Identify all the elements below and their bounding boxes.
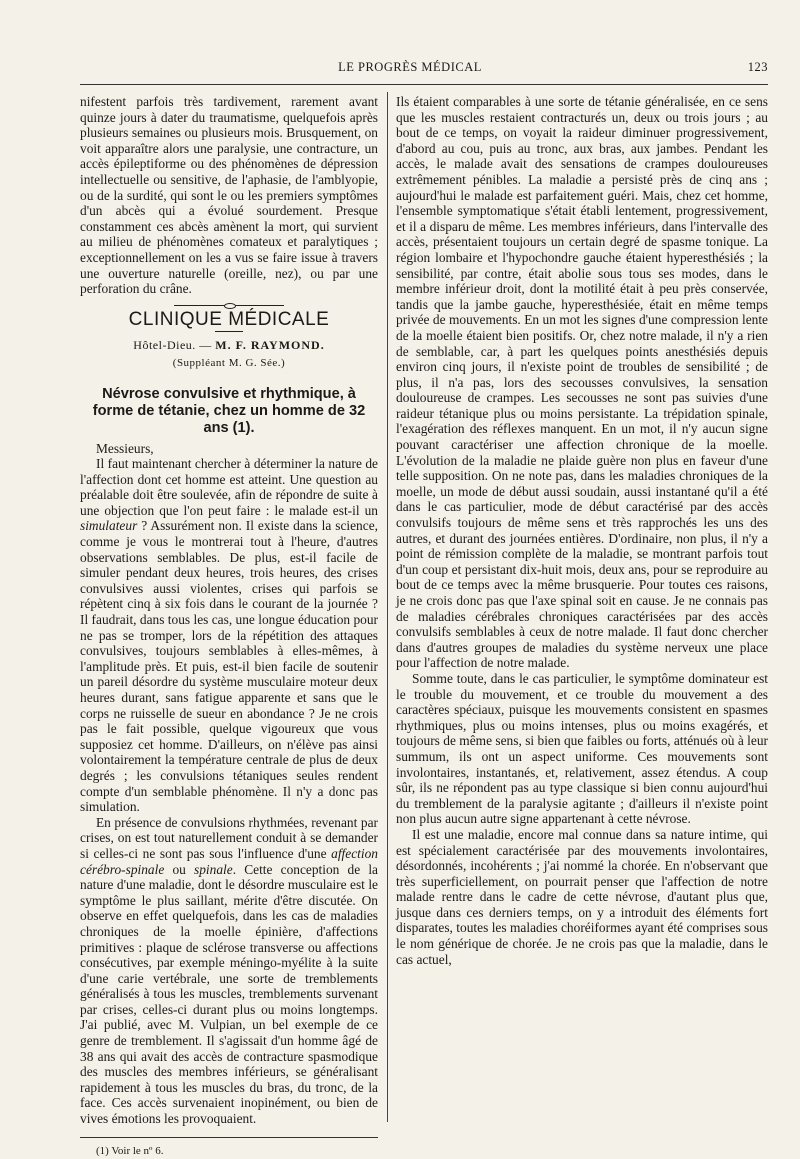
body-paragraph bbox=[80, 456, 378, 815]
page-number: 123 bbox=[747, 60, 768, 74]
article-title: Névrose convulsive et rhythmique, à forme de tétanie, chez un homme de 32 ans (1). bbox=[92, 385, 366, 436]
header-rule bbox=[80, 84, 768, 85]
footnote-rule bbox=[80, 1137, 378, 1138]
column-divider bbox=[387, 92, 388, 1122]
body-paragraph: Ils étaient comparables à une sorte de tétanie généralisée, en ce sens que les muscles restaient contracturés un, deux ou trois jours ; au bout de ce temps, on voyait la raideur diminuer progressivement, d'abord au cou, puis au tronc, aux bras, aux jambes. Pendant les accès, le malade avait des sensations de crampes douloureuses extrêmement pénibles. La maladie a persisté près de cinq ans ; aujourd'hui le malade est parfaitement guéri. Mais, chez cet homme, l'ensemble symptomatique s'était établi lentement, progressivement, et il a disparu de même. Les membres inférieurs, dans l'intervalle des accès, présentaient toujours un certain degré de spasme tonique. La région lombaire et l'hypochondre gauche étaient hyperesthésiés ; la sensibilité, par contre, était abolie sous tous ses modes, dans le membre inférieur droit, dont la motilité était à peu près conservée, tandis que la jambe gauche, hyperesthésiée, était en même temps privée de mouvements. En un mot les signes d'une compression lente de la moelle étaient bien positifs. Or, chez notre malade, il n'y a rien de semblable, car, à part les quelques points anesthésiés depuis environ cinq jours, il n'existe point de troubles de sensibilité ; de plus, il n'a pas, lors des secousses convulsives, la sensation douloureuse de crampes. Les secousses ne sont pas suivies d'une raideur tétanique plus ou moins persistante. La trépidation spinale, l'exagération des réflexes manquent. En un mot, il n'y aucun signe pouvant caractériser une affection chronique de la moelle. L'évolution de la maladie ne plaide guère non plus en faveur d'une telle supposition. On ne note pas, dans les maladies chroniques de la moelle, un mode de début aussi soudain, aussi instantané qu'il a été dans le cas particulier, mode de début caractérisé par des accès convulsifs toujours de même sens et très rapprochés les uns des autres, et durant des journées entières. D'ordinaire, non plus, il n'y a point de rémission complète de la maladie, se montrant parfois tout d'un coup et persistant dix-huit mois, deux ans, pour se reproduire au bout de ce temps avec la même brusquerie. Pour toutes ces raisons, je ne crois donc pas que l'axe spinal soit en cause. Je ne connais pas de maladies cérébrales chroniques caractérisées par des accès convulsifs semblables à ceux de notre malade. Il faut donc chercher dans d'autres groupes de maladies du système nerveux une place pour l'affection de notre malade. bbox=[396, 94, 768, 671]
body-paragraph: Il est une maladie, encore mal connue dans sa nature intime, qui est spécialement caractérisée par des mouvements involontaires, désordonnés, incohérents ; j'ai nommé la chorée. En n'observant que très superficiellement, on pourrait penser que l'affection de notre malade rentre dans le cadre de cette névrose, d'autant plus que, jusque dans ces derniers temps, on y a introduit des éléments fort disparates, toutes les maladies choréiformes ayant été comprises sous le nom générique de chorée. Je ne crois pas que la maladie, dans le cas actuel, bbox=[396, 826, 768, 967]
salutation: Messieurs, bbox=[96, 440, 154, 456]
section-ornament-rule bbox=[174, 305, 284, 306]
lecturer-name: M. F. RAYMOND. bbox=[215, 338, 325, 353]
section-title: CLINIQUE MÉDICALE bbox=[128, 308, 330, 330]
text-run: Il faut maintenant chercher à déterminer la nature de l'affection dont cet homme est atteint. Une question au préalable doit être soulevée, afin de répondre de suite à une objection que l'on peut faire : le malade est-il un bbox=[80, 456, 378, 518]
text-run: En présence de convulsions rhythmées, revenant par crises, on est tout naturellement conduit à se demander si celles-ci ne sont pas sous l'influence d'une bbox=[80, 814, 378, 861]
right-column bbox=[396, 94, 768, 967]
journal-title: LE PROGRÈS MÉDICAL bbox=[338, 60, 482, 74]
text-run: ? Assurément non. Il existe dans la science, comme je vous le montrerai tout à l'heure, d'autres observations semblables. De plus, est-il facile de simuler pendant deux heures, trois heures, des crises convulsives aussi violentes, crises qui parfois se répètent cinq à six fois dans le courant de la journée ? Il faudrait, dans tous les cas, une longue éducation pour ne pas se tromper, lors de la répétition des attaques convulsives, toujours semblables à elles-mêmes, à l'amplitude près. Et puis, est-il bien facile de soutenir un pareil désordre du système musculaire moteur deux heures durant, sans fatigue apparente et sans que le corps ne ruisselle de sueur en abondance ? Je ne crois pas le fait possible, quelque vigoureux que vous supposiez cet homme. D'ailleurs, on n'élève pas ainsi volontairement la température centrale de plus de deux degrés ; les convulsions tétaniques seules rendent compte d'un semblable phénomène. Il n'y a donc pas simulation. bbox=[80, 518, 378, 815]
body-paragraph bbox=[80, 815, 378, 1127]
hospital-prefix: Hôtel-Dieu. — bbox=[133, 338, 216, 353]
title-short-rule bbox=[215, 331, 243, 332]
deputy-line: (Suppléant M. G. Sée.) bbox=[172, 356, 286, 369]
continuation-paragraph: nifestent parfois très tardivement, rarement avant quinze jours à dater du traumatisme, quelquefois après plusieurs semaines ou plusieurs mois. Brusquement, on voit apparaître alors une paralysie, une contracture, un accès épileptiforme ou des phénomènes de dépression intellectuelle ou sensitive, de l'aphasie, de l'amblyopie, ou de la surdité, qui sont le ou les premiers symptômes d'un abcès qui a évolué sourdement. Presque constamment ces abcès amènent la mort, qui survient au milieu de phénomènes comateux et paralytiques ; exceptionnellement on les a vus se faire issue à travers une ouverture naturelle (oreille, nez), ou par une perforation du crâne. bbox=[80, 94, 378, 297]
text-run: ou bbox=[164, 861, 195, 877]
footnote: (1) Voir le nº 6. bbox=[96, 1144, 164, 1157]
italic-term: affection cérébro-spinale bbox=[80, 845, 378, 877]
text-run: . Cette conception de la nature d'une maladie, dont le désordre musculaire est le symptôme le plus saillant, mérite d'être discutée. On observe en effet quelquefois, dans les cas de maladies chroniques de la moelle épinière, d'affections primitives : plaque de sclérose transverse ou affections consécutives, par exemple méningo-myélite à la suite d'une carie vertébrale, une sorte de tremblements généralisés à tous les muscles, tremblements survenant par crises, celles-ci durant plus ou moins longtemps. J'ai publié, avec M. Vulpian, un bel exemple de ce genre de tremblement. Il s'agissait d'un homme âgé de 38 ans qui avait des accès de contracture spasmodique des muscles des membres inférieurs, se généralisant rapidement à tous les muscles du bras, du tronc, de la face. Ces accès survenaient inopinément, ou bien de vives émotions les provoquaient. bbox=[80, 861, 378, 1127]
italic-term: spinale bbox=[194, 861, 233, 877]
left-column bbox=[80, 94, 378, 1159]
body-paragraph: Somme toute, dans le cas particulier, le symptôme dominateur est le trouble du mouvement, et ce trouble du mouvement a des caractères spéciaux, puisque les mouvements consistent en spasmes rhythmiques, plus ou moins intenses, plus ou moins exagérés, et toujours de même sens, si bien que faibles ou forts, atténués où à leur summum, ils ont un aspect uniforme. Ces mouvements sont involontaires, instantanés, et, relativement, assez étendus. A coup sûr, ils ne répondent pas au type classique si bien connu aujourd'hui du tremblement de la paralysie agitante ; d'ailleurs il n'existe point non plus aucun autre signe appartenant à cette névrose. bbox=[396, 670, 768, 827]
running-head bbox=[60, 60, 768, 80]
italic-term: simulateur bbox=[80, 518, 138, 534]
hospital-line bbox=[80, 338, 378, 354]
